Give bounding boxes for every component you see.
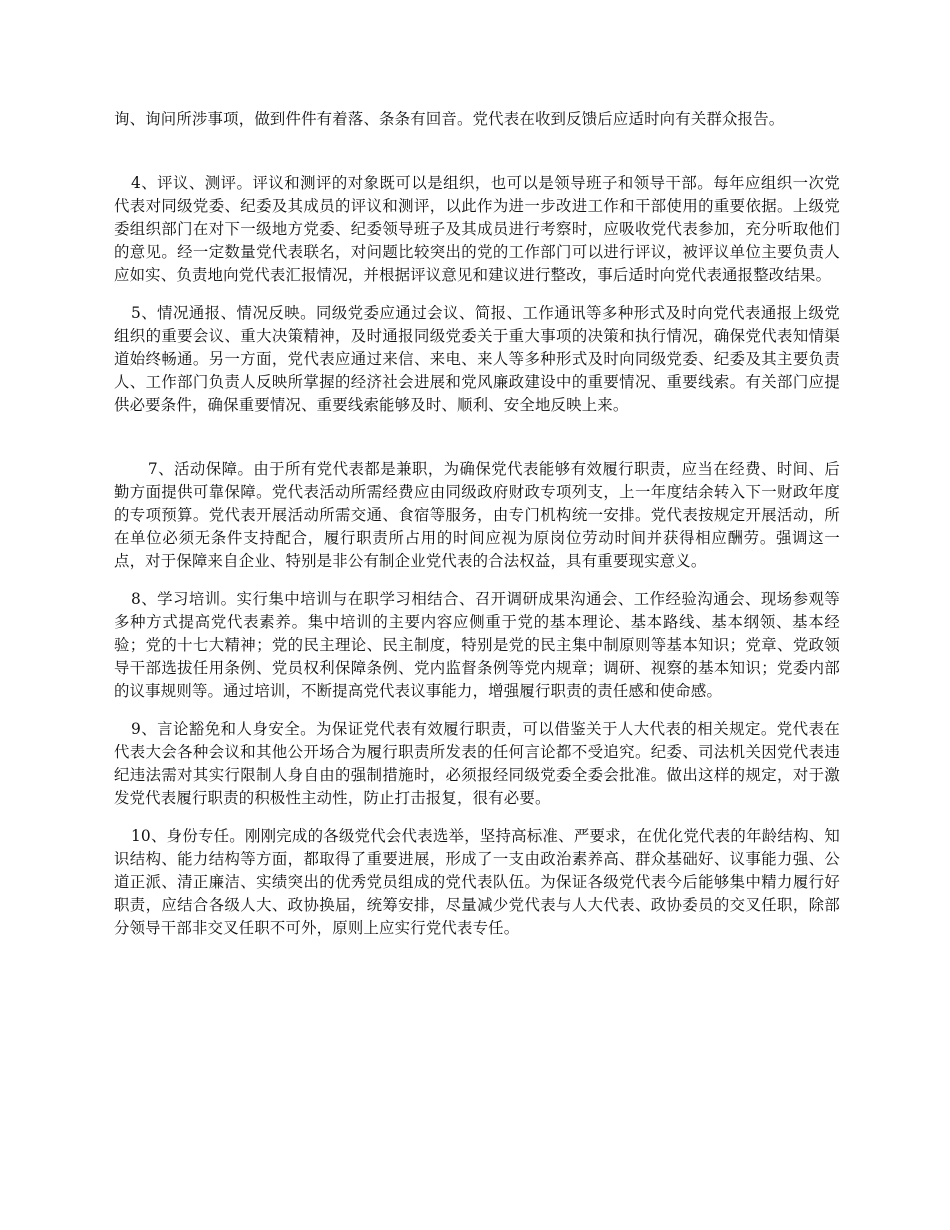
paragraph-item-8: 8、学习培训。实行集中培训与在职学习相结合、召开调研成果沟通会、工作经验沟通会、现场参观等多种方式提高党代表素养。集中培训的主要内容应侧重于党的基本理论、基本路线、基本纲领、基本经验；党的十七大精神；党的民主理论、民主制度，特别是党的民主集中制原则等基本知识；党章、党政领导干部选拔任用条例、党员权利保障条例、党内监督条例等党内规章；调研、视察的基本知识；党委内部的议事规则等。通过培训，不断提高党代表议事能力，增强履行职责的责任感和使命感。: [114, 590, 840, 700]
paragraph-item-10: 10、身份专任。刚刚完成的各级党代会代表选举，坚持高标准、严要求，在优化党代表的年龄结构、知识结构、能力结构等方面，都取得了重要进展，形成了一支由政治素养高、群众基础好、议事能力强、公道正派、清正廉洁、实绩突出的优秀党员组成的党代表队伍。为保证各级党代表今后能够集中精力履行好职责，应结合各级人大、政协换届，统筹安排，尽量减少党代表与人大代表、政协委员的交叉任职，除部分领导干部非交叉任职不可外，原则上应实行党代表专任。: [114, 827, 840, 937]
paragraph-gap: [114, 573, 840, 588]
paragraph-gap: [114, 810, 840, 825]
document-body: [114, 108, 840, 940]
paragraph-item-9: 9、言论豁免和人身安全。为保证党代表有效履行职责，可以借鉴关于人大代表的相关规定。党代表在代表大会各种会议和其他公开场合为履行职责所发表的任何言论都不受追究。纪委、司法机关因党代表违纪违法需对其实行限制人身自由的强制措施时，必须报经同级党委全委会批准。做出这样的规定，对于激发党代表履行职责的积极性主动性，防止打击报复，很有必要。: [114, 720, 840, 807]
paragraph-continued: 询、询问所涉事项，做到件件有着落、条条有回音。党代表在收到反馈后应适时向有关群众报告。: [114, 110, 785, 128]
paragraph-item-5: 5、情况通报、情况反映。同级党委应通过会议、简报、工作通讯等多种形式及时向党代表通报上级党组织的重要会议、重大决策精神，及时通报同级党委关于重大事项的决策和执行情况，确保党代表知情渠道始终畅通。另一方面，党代表应通过来信、来电、来人等多种形式及时向同级党委、纪委及其主要负责人、工作部门负责人反映所掌握的经济社会进展和党风廉政建设中的重要情况、重要线索。有关部门应提供必要条件，确保重要情况、重要线索能够及时、顺利、安全地反映上来。: [114, 304, 840, 414]
paragraph-item-4: 4、评议、测评。评议和测评的对象既可以是组织，也可以是领导班子和领导干部。每年应组织一次党代表对同级党委、纪委及其成员的评议和测评，以此作为进一步改进工作和干部使用的重要依据。上级党委组织部门在对下一级地方党委、纪委领导班子及其成员进行考察时，应吸收党代表参加，充分听取他们的意见。经一定数量党代表联名，对问题比较突出的党的工作部门可以进行评议，被评议单位主要负责人应如实、负责地向党代表汇报情况，并根据评议意见和建议进行整改，事后适时向党代表通报整改结果。: [114, 174, 840, 284]
paragraph-gap: [114, 417, 840, 458]
paragraph-gap: [114, 287, 840, 302]
paragraph-gap: [114, 131, 840, 172]
paragraph-gap: [114, 703, 840, 718]
paragraph-item-7: 7、活动保障。由于所有党代表都是兼职，为确保党代表能够有效履行职责，应当在经费、时间、后勤方面提供可靠保障。党代表活动所需经费应由同级政府财政专项列支，上一年度结余转入下一财政年度的专项预算。党代表开展活动所需交通、食宿等服务，由专门机构统一安排。党代表按规定开展活动，所在单位必须无条件支持配合，履行职责所占用的时间应视为原岗位劳动时间并获得相应酬劳。强调这一点，对于保障来自企业、特别是非公有制企业党代表的合法权益，具有重要现实意义。: [114, 460, 840, 570]
